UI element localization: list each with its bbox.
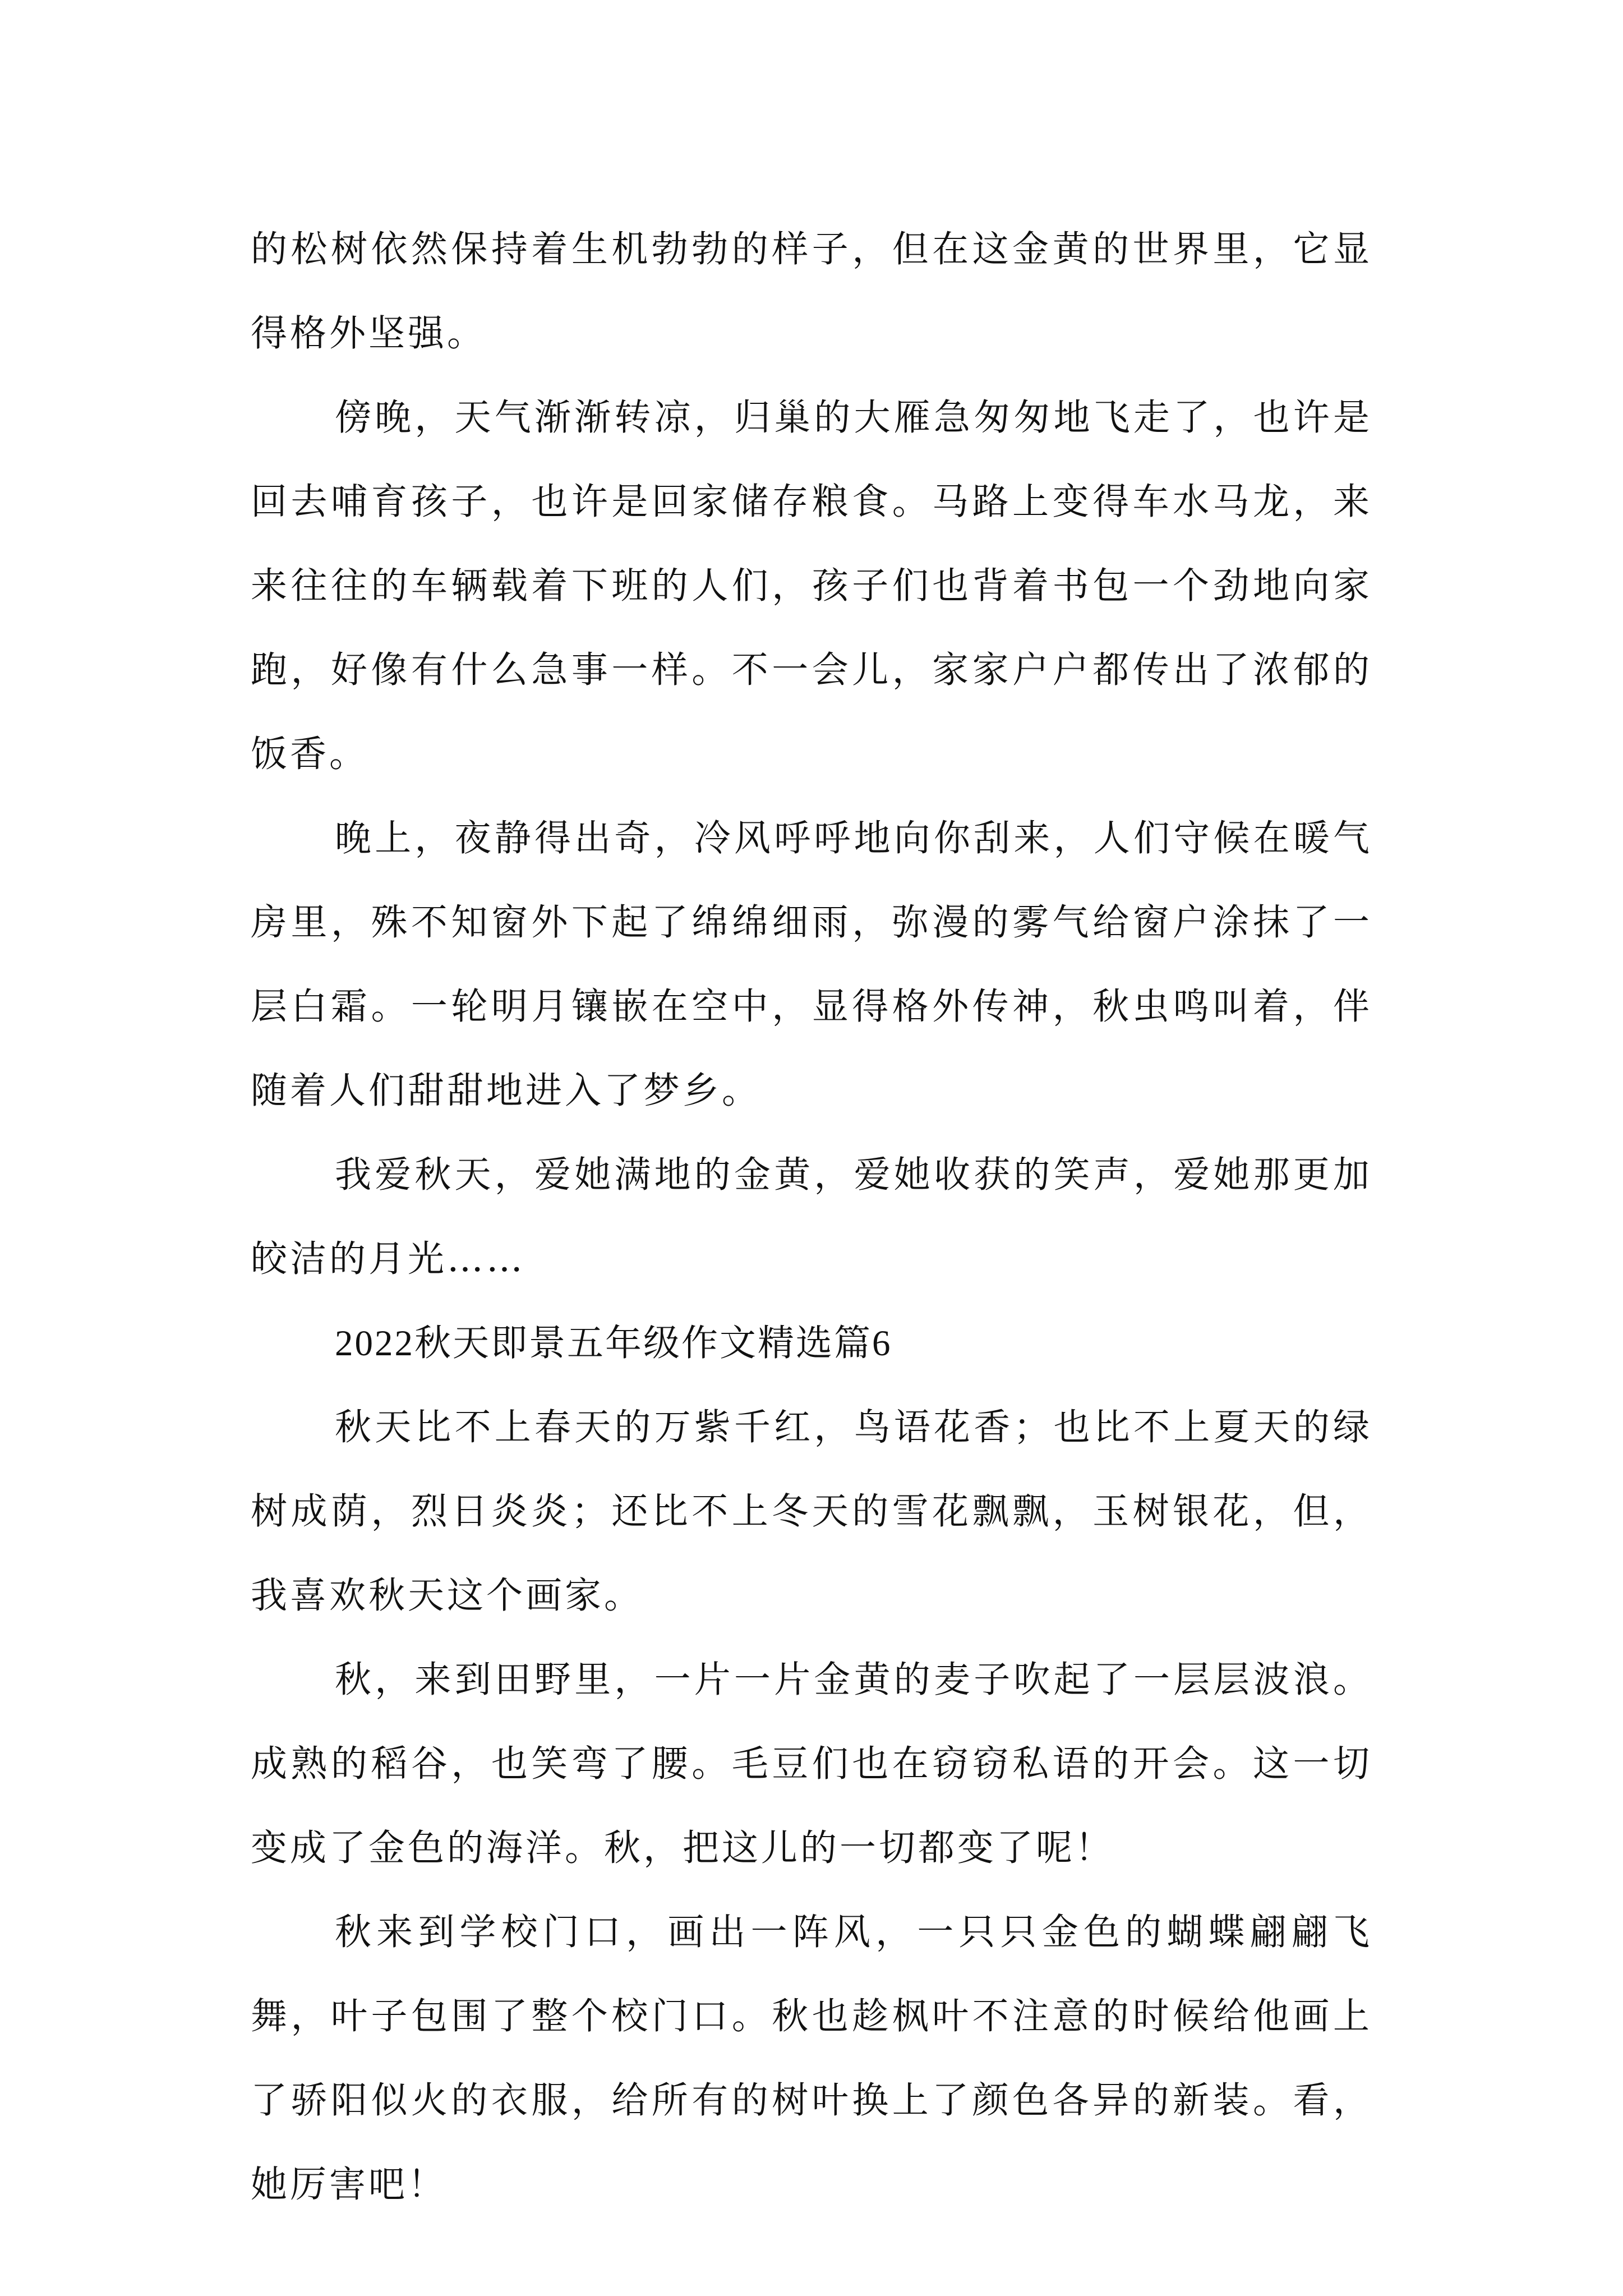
document-body	[251, 208, 1372, 2227]
paragraph-school-gate: 秋来到学校门口，画出一阵风，一只只金色的蝴蝶翩翩飞舞，叶子包围了整个校门口。秋也趁枫叶不注意的时候给他画上了骄阳似火的衣服，给所有的树叶换上了颜色各异的新装。看，她厉害吧！	[251, 1911, 1372, 2206]
paragraph-continued: 的松树依然保持着生机勃勃的样子，但在这金黄的世界里，它显得格外坚强。	[251, 228, 1372, 355]
essay-heading: 2022秋天即景五年级作文精选篇6	[335, 1323, 892, 1364]
paragraph-night: 晚上，夜静得出奇，冷风呼呼地向你刮来，人们守候在暖气房里，殊不知窗外下起了绵绵细雨，弥漫的雾气给窗户涂抹了一层白霜。一轮明月镶嵌在空中，显得格外传神，秋虫鸣叫着，伴随着人们甜甜地进入了梦乡。	[251, 817, 1372, 1112]
paragraph-evening: 傍晚，天气渐渐转凉，归巢的大雁急匆匆地飞走了，也许是回去哺育孩子，也许是回家储存粮食。马路上变得车水马龙，来来往往的车辆载着下班的人们，孩子们也背着书包一个劲地向家跑，好像有什么急事一样。不一会儿，家家户户都传出了浓郁的饭香。	[251, 397, 1372, 775]
paragraph-compare-seasons: 秋天比不上春天的万紫千红，鸟语花香；也比不上夏天的绿树成荫，烈日炎炎；还比不上冬天的雪花飘飘，玉树银花，但，我喜欢秋天这个画家。	[251, 1406, 1372, 1617]
paragraph-love-autumn: 我爱秋天，爱她满地的金黄，爱她收获的笑声，爱她那更加皎洁的月光……	[251, 1154, 1372, 1280]
paragraph-fields: 秋，来到田野里，一片一片金黄的麦子吹起了一层层波浪。成熟的稻谷，也笑弯了腰。毛豆们也在窃窃私语的开会。这一切变成了金色的海洋。秋，把这儿的一切都变了呢！	[251, 1659, 1372, 1869]
